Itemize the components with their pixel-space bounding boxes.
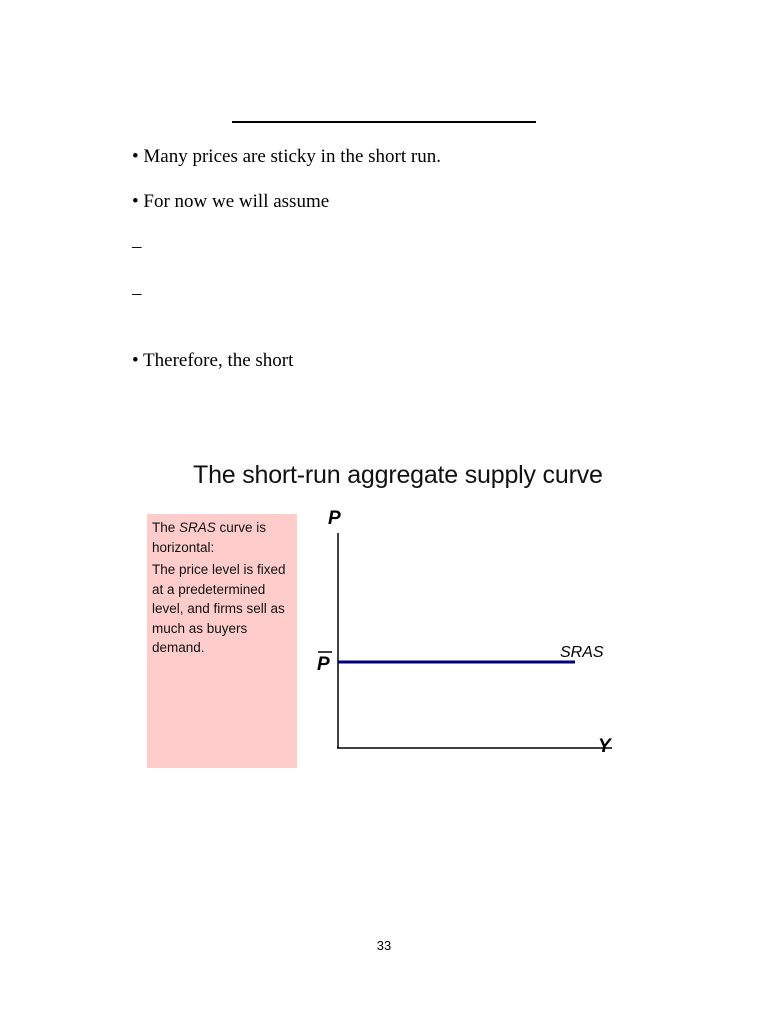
sub-bullet-1: – — [132, 236, 142, 257]
title-blank-line — [232, 121, 536, 123]
note-paragraph-1 — [152, 518, 297, 557]
sras-chart — [300, 500, 620, 760]
sub-bullet-2: – — [132, 283, 142, 304]
sras-label: SRAS — [560, 644, 604, 661]
y-axis-label: P — [328, 508, 341, 529]
pbar-label: P — [317, 654, 330, 675]
note-text-sras: SRAS — [179, 520, 216, 535]
slide-title: The short-run aggregate supply curve — [193, 461, 603, 489]
page-number: 33 — [376, 938, 392, 953]
bullet-sticky-prices: • Many prices are sticky in the short run. — [132, 146, 441, 167]
note-text-b: curve is horizontal: — [152, 520, 267, 555]
bullet-assume: • For now we will assume — [132, 191, 330, 212]
bullet-therefore: • Therefore, the short — [132, 350, 294, 371]
note-text-a: The — [152, 520, 180, 535]
x-axis-label: Y — [598, 736, 611, 757]
sras-note-box — [147, 514, 297, 768]
note-paragraph-2: The price level is fixed at a predetermined level, and firms sell as much as buyers demand. — [152, 562, 286, 655]
